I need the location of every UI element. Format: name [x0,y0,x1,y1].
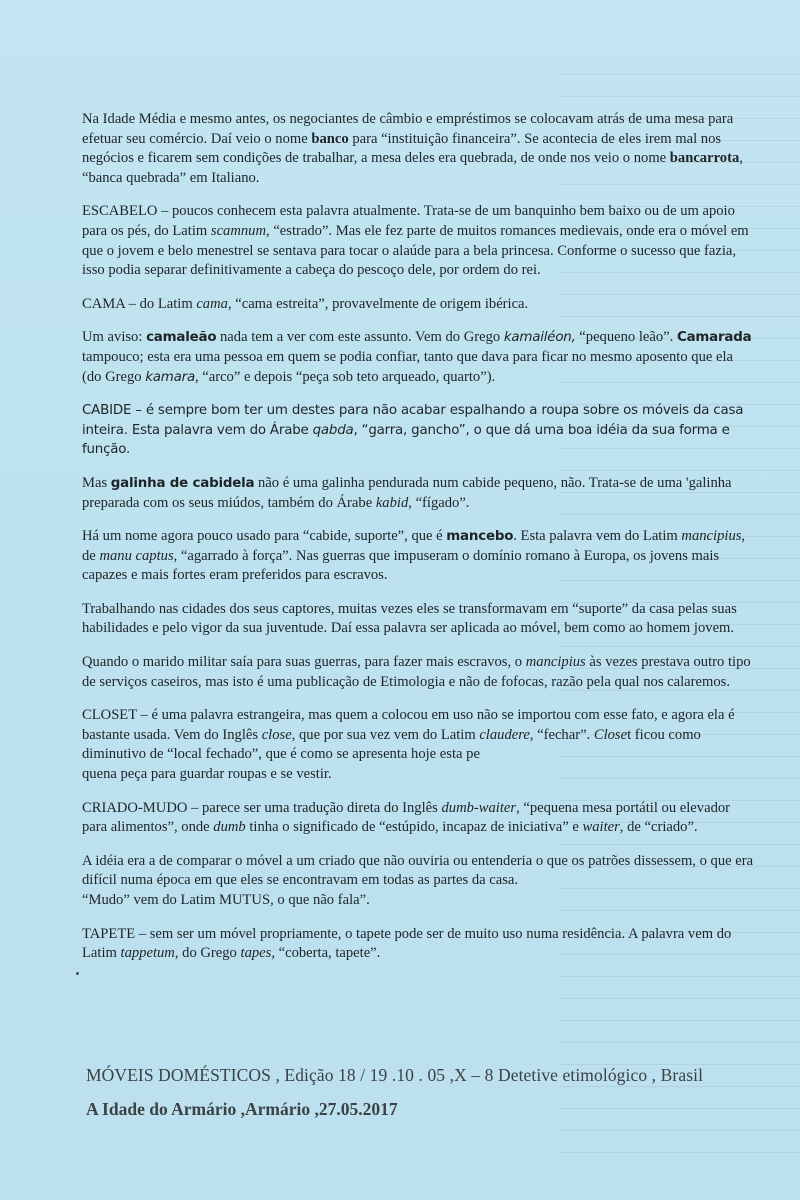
paragraph-ideia-criado: A idéia era a de comparar o móvel a um criado que não ouviria ou entenderia o que os patrões dissessem, o que era difícil numa época em que eles se encontravam em todas as partes da casa. “Mudo” vem do Latim MUTUS, o que não fala”. [82,852,754,908]
paragraph-camaleao: Um aviso: camaleão nada tem a ver com este assunto. Vem do Grego kamailéon, “pequeno leão”. Camarada tampouco; esta era uma pessoa em quem se podia confiar, tanto que dava para ficar no mesmo aposento que ela (do Grego kamara, “arco” e depois “peça sob teto arqueado, quarto”). [82,329,752,385]
paragraph-criado-mudo: CRIADO-MUDO – parece ser uma tradução direta do Inglês dumb-waiter, “pequena mesa portátil ou elevador para alimentos”, onde dumb tinha o significado de “estúpido, incapaz de iniciativa” e waiter, de “criado”. [82,799,731,836]
article-body [82,110,754,978]
paragraph-escabelo: ESCABELO – poucos conhecem esta palavra atualmente. Trata-se de um banquinho bem baixo ou de um apoio para os pés, do Latim scamnum, “estrado”. Mas ele fez parte de muitos romances medievais, onde era o móvel em que o jovem e belo menestrel se sentava para tocar o alaúde para a bela princesa. Conforme o sucesso que fazia, isso podia separar definitivamente a cabeça do pescoço dele, por ordem do rei. [82,203,749,279]
paragraph-cabidela: Mas galinha de cabidela não é uma galinha pendurada num cabide pequeno, não. Trata-se de uma 'galinha preparada com os seus miúdos, também do Árabe kabid, “fígado”. [82,474,732,511]
paragraph-cabide: CABIDE – é sempre bom ter um destes para não acabar espalhando a roupa sobre os móveis da casa inteira. Esta palavra vem do Árabe qabda, “garra, gancho”, o que dá uma boa idéia da sua forma e função. [82,403,744,458]
paragraph-mancebo: Há um nome agora pouco usado para “cabide, suporte”, que é mancebo. Esta palavra vem do Latim mancipius, de manu captus, “agarrado à força”. Nas guerras que impuseram o domínio romano à Europa, os jovens mais capazes e mais fortes eram preferidos para escravos. [82,528,746,584]
paper-speck [76,972,79,975]
paragraph-marido-militar: Quando o marido militar saía para suas guerras, para fazer mais escravos, o mancipius às vezes prestava outro tipo de serviços caseiros, mas isto é uma publicação de Etimologia e não de fofocas, razão pela qual nos calaremos. [82,654,751,690]
paragraph-tapete: TAPETE – sem ser um móvel propriamente, o tapete pode ser de muito uso numa residência. A palavra vem do Latim tappetum, do Grego tapes, “coberta, tapete”. [82,925,732,962]
paragraph-banco: Na Idade Média e mesmo antes, os negociantes de câmbio e empréstimos se colocavam atrás de uma mesa para efetuar seu comércio. Daí veio o nome banco para “instituição financeira”. Se acontecia de eles irem mal nos negócios e ficarem sem condições de trabalhar, a mesa deles era quebrada, de onde nos veio o nome bancarrota, “banca quebrada” em Italiano. [82,111,743,186]
paragraph-cama: CAMA – do Latim cama, “cama estreita”, provavelmente de origem ibérica. [82,295,529,312]
paragraph-captores: Trabalhando nas cidades dos seus captores, muitas vezes eles se transformavam em “suporte” da casa pelas suas habilidades e pelo vigor da sua juventude. Daí essa palavra ser aplicada ao móvel, bem como ao homem jovem. [82,600,737,637]
paragraph-closet: CLOSET – é uma palavra estrangeira, mas quem a colocou em uso não se importou com esse fato, e agora ela é bastante usada. Vem do Inglês close, que por sua vez vem do Latim claudere, “fechar”. Closet ficou como diminutivo de “local fechado”, que é como se apresenta hoje esta pe quena peça para guardar roupas e se vestir. [82,707,735,783]
source-citation: MÓVEIS DOMÉSTICOS , Edição 18 / 19 .10 . 05 ,X – 8 Detetive etimológico , Brasil [86,1065,704,1085]
article-title: A Idade do Armário ,Armário ,27.05.2017 [86,1099,398,1119]
source-footer [86,1063,776,1121]
